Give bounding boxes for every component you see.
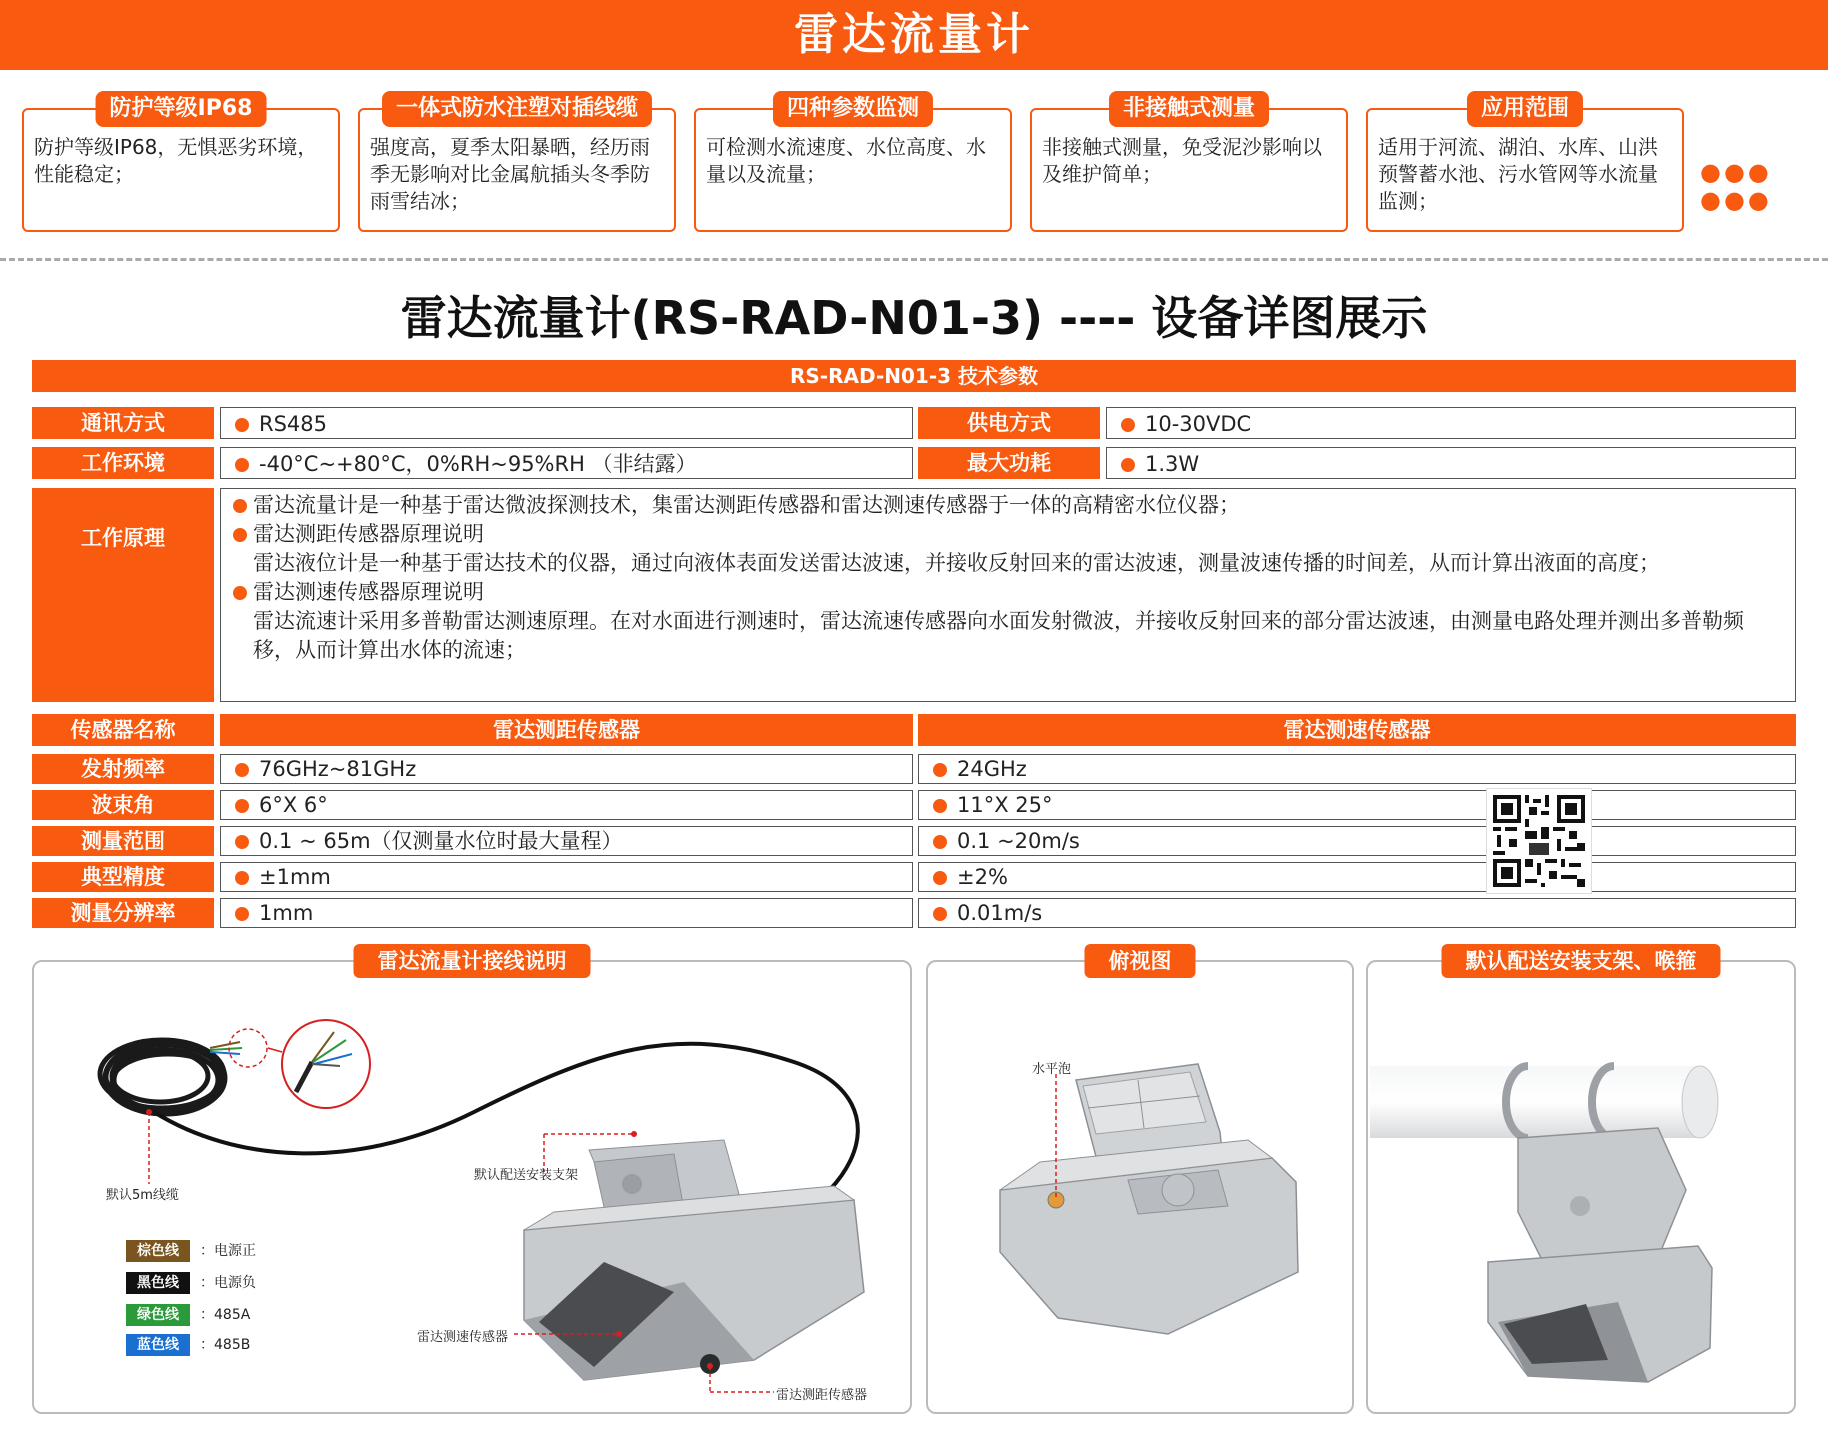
top-view-panel-title: 俯视图 — [1085, 944, 1196, 978]
legend-brown: 棕色线 ：电源正 — [126, 1240, 256, 1262]
power-value-text: 10-30VDC — [1145, 412, 1252, 436]
feature-text: 可检测水流速度、水位高度、水量以及流量； — [706, 135, 986, 186]
bullet-icon — [235, 458, 249, 472]
feature-text: 强度高，夏季太阳暴晒，经历雨季无影响对比金属航插头冬季防雨雪结冰； — [370, 135, 650, 213]
cell-text: 0.1 ~ 65m（仅测量水位时最大量程） — [259, 829, 623, 853]
sensor-row-label: 波束角 — [32, 790, 214, 820]
principle-text: 雷达流速计采用多普勒雷达测速原理。在对水面进行测速时，雷达流速传感器向水面发射微波，并接收反射回来的部分雷达波速，由测量电路处理并测出多普勒频移，从而计算出水体的流速； — [253, 609, 1744, 662]
power-value — [1106, 407, 1796, 439]
bullet-icon — [233, 528, 247, 542]
comm-value — [220, 407, 913, 439]
legend-chip: 蓝色线 — [126, 1334, 190, 1356]
sensor-row-label: 测量分辨率 — [32, 898, 214, 928]
feature-box-application — [1366, 96, 1684, 232]
maxpower-value — [1106, 447, 1796, 479]
mount-illustration — [1368, 962, 1798, 1412]
cell-text: 76GHz~81GHz — [259, 757, 417, 781]
sensor-row-v1 — [220, 826, 913, 856]
top-view-illustration — [928, 962, 1356, 1412]
sensor-row-v2 — [918, 898, 1796, 928]
top-view-panel — [926, 949, 1354, 1414]
maxpower-value-text: 1.3W — [1145, 452, 1200, 476]
sensor-row-v1 — [220, 754, 913, 784]
sensor-row-label: 发射频率 — [32, 754, 214, 784]
principle-item — [229, 549, 1785, 578]
sensor-row-v1 — [220, 862, 913, 892]
bullet-icon — [933, 763, 947, 777]
qr-code-icon[interactable] — [1486, 788, 1592, 894]
bullet-icon — [933, 871, 947, 885]
cell-text: 1mm — [259, 901, 314, 925]
bullet-icon — [1121, 418, 1135, 432]
mount-panel-title: 默认配送安装支架、喉箍 — [1442, 944, 1721, 978]
sensor-row-v2 — [918, 790, 1796, 820]
sensor-col-range: 雷达测距传感器 — [220, 714, 913, 746]
sensor-row-v2 — [918, 826, 1796, 856]
feature-box-noncontact — [1030, 96, 1348, 232]
feature-label: 四种参数监测 — [773, 91, 933, 127]
principle-subtitle: 雷达测距传感器原理说明 — [253, 522, 484, 546]
cell-text: 0.1 ~20m/s — [957, 829, 1080, 853]
cell-text: 11°X 25° — [957, 793, 1053, 817]
principle-item — [229, 607, 1785, 665]
legend-black: 黑色线 ：电源负 — [126, 1272, 256, 1294]
legend-blue: 蓝色线 ：485B — [126, 1334, 250, 1356]
legend-chip: 黑色线 — [126, 1272, 190, 1294]
legend-green: 绿色线 ：485A — [126, 1304, 250, 1326]
bullet-icon — [235, 835, 249, 849]
section-divider — [0, 258, 1828, 261]
cell-text: 0.01m/s — [957, 901, 1043, 925]
sensor-row-v2 — [918, 754, 1796, 784]
bullet-icon — [933, 799, 947, 813]
bullet-icon — [933, 835, 947, 849]
wiring-panel — [32, 949, 912, 1414]
level-bubble-label: 水平泡 — [1032, 1062, 1072, 1077]
bullet-icon — [233, 586, 247, 600]
sensor-row-v2 — [918, 862, 1796, 892]
sensor-name-label: 传感器名称 — [32, 714, 214, 746]
feature-box-ip68 — [22, 96, 340, 232]
range-sensor-label: 雷达测距传感器 — [776, 1388, 868, 1403]
page-banner-title: 雷达流量计 — [0, 0, 1828, 70]
bracket-label: 默认配送安装支架 — [474, 1168, 579, 1183]
principle-content — [220, 488, 1796, 702]
cable-label: 默认5m线缆 — [106, 1188, 179, 1203]
bullet-icon — [235, 763, 249, 777]
legend-chip: 棕色线 — [126, 1240, 190, 1262]
sensor-row-v1 — [220, 898, 913, 928]
speed-sensor-label: 雷达测速传感器 — [417, 1330, 509, 1345]
env-value-text: -40°C~+80°C，0%RH~95%RH （非结露） — [259, 452, 697, 476]
principle-item — [229, 520, 1785, 549]
comm-label: 通讯方式 — [32, 407, 214, 439]
maxpower-label: 最大功耗 — [918, 447, 1100, 479]
cell-text: 6°X 6° — [259, 793, 328, 817]
sensor-row-label: 测量范围 — [32, 826, 214, 856]
main-title: 雷达流量计(RS-RAD-N01-3) ---- 设备详图展示 — [400, 291, 1428, 345]
sensor-col-speed: 雷达测速传感器 — [918, 714, 1796, 746]
env-label: 工作环境 — [32, 447, 214, 479]
feature-label: 非接触式测量 — [1109, 91, 1269, 127]
feature-label: 一体式防水注塑对插线缆 — [382, 91, 652, 127]
feature-box-params — [694, 96, 1012, 232]
power-label: 供电方式 — [918, 407, 1100, 439]
feature-box-cable — [358, 96, 676, 232]
wiring-panel-title: 雷达流量计接线说明 — [354, 944, 591, 978]
bullet-icon — [235, 871, 249, 885]
mount-panel — [1366, 949, 1796, 1414]
legend-desc: 电源负 — [214, 1275, 256, 1291]
env-value — [220, 447, 913, 479]
comm-value-text: RS485 — [259, 412, 328, 436]
more-dots-icon: ●●● ●●● — [1700, 158, 1772, 214]
legend-desc: 485B — [214, 1337, 251, 1353]
feature-text: 非接触式测量，免受泥沙影响以及维护简单； — [1042, 135, 1322, 186]
principle-item — [229, 491, 1785, 520]
feature-text: 适用于河流、湖泊、水库、山洪预警蓄水池、污水管网等水流量监测； — [1378, 135, 1658, 213]
principle-text: 雷达液位计是一种基于雷达技术的仪器，通过向液体表面发送雷达波速，并接收反射回来的雷达波速，测量波速传播的时间差，从而计算出液面的高度； — [253, 551, 1660, 575]
bullet-icon — [235, 799, 249, 813]
feature-text: 防护等级IP68，无惧恶劣环境，性能稳定； — [34, 135, 318, 186]
principle-item — [229, 578, 1785, 607]
principle-label: 工作原理 — [32, 488, 214, 702]
spec-table-title: RS-RAD-N01-3 技术参数 — [32, 360, 1796, 392]
legend-desc: 485A — [214, 1307, 251, 1323]
legend-desc: 电源正 — [214, 1243, 256, 1259]
legend-chip: 绿色线 — [126, 1304, 190, 1326]
cell-text: ±1mm — [259, 865, 331, 889]
principle-subtitle: 雷达测速传感器原理说明 — [253, 580, 484, 604]
bullet-icon — [235, 418, 249, 432]
sensor-row-v1 — [220, 790, 913, 820]
principle-text: 雷达流量计是一种基于雷达微波探测技术，集雷达测距传感器和雷达测速传感器于一体的高精密水位仪器； — [253, 493, 1240, 517]
bullet-icon — [235, 907, 249, 921]
bullet-icon — [1121, 458, 1135, 472]
feature-label: 防护等级IP68 — [96, 91, 267, 127]
feature-label: 应用范围 — [1467, 91, 1583, 127]
cell-text: 24GHz — [957, 757, 1027, 781]
bullet-icon — [233, 499, 247, 513]
sensor-row-label: 典型精度 — [32, 862, 214, 892]
bullet-icon — [933, 907, 947, 921]
cell-text: ±2% — [957, 865, 1008, 889]
